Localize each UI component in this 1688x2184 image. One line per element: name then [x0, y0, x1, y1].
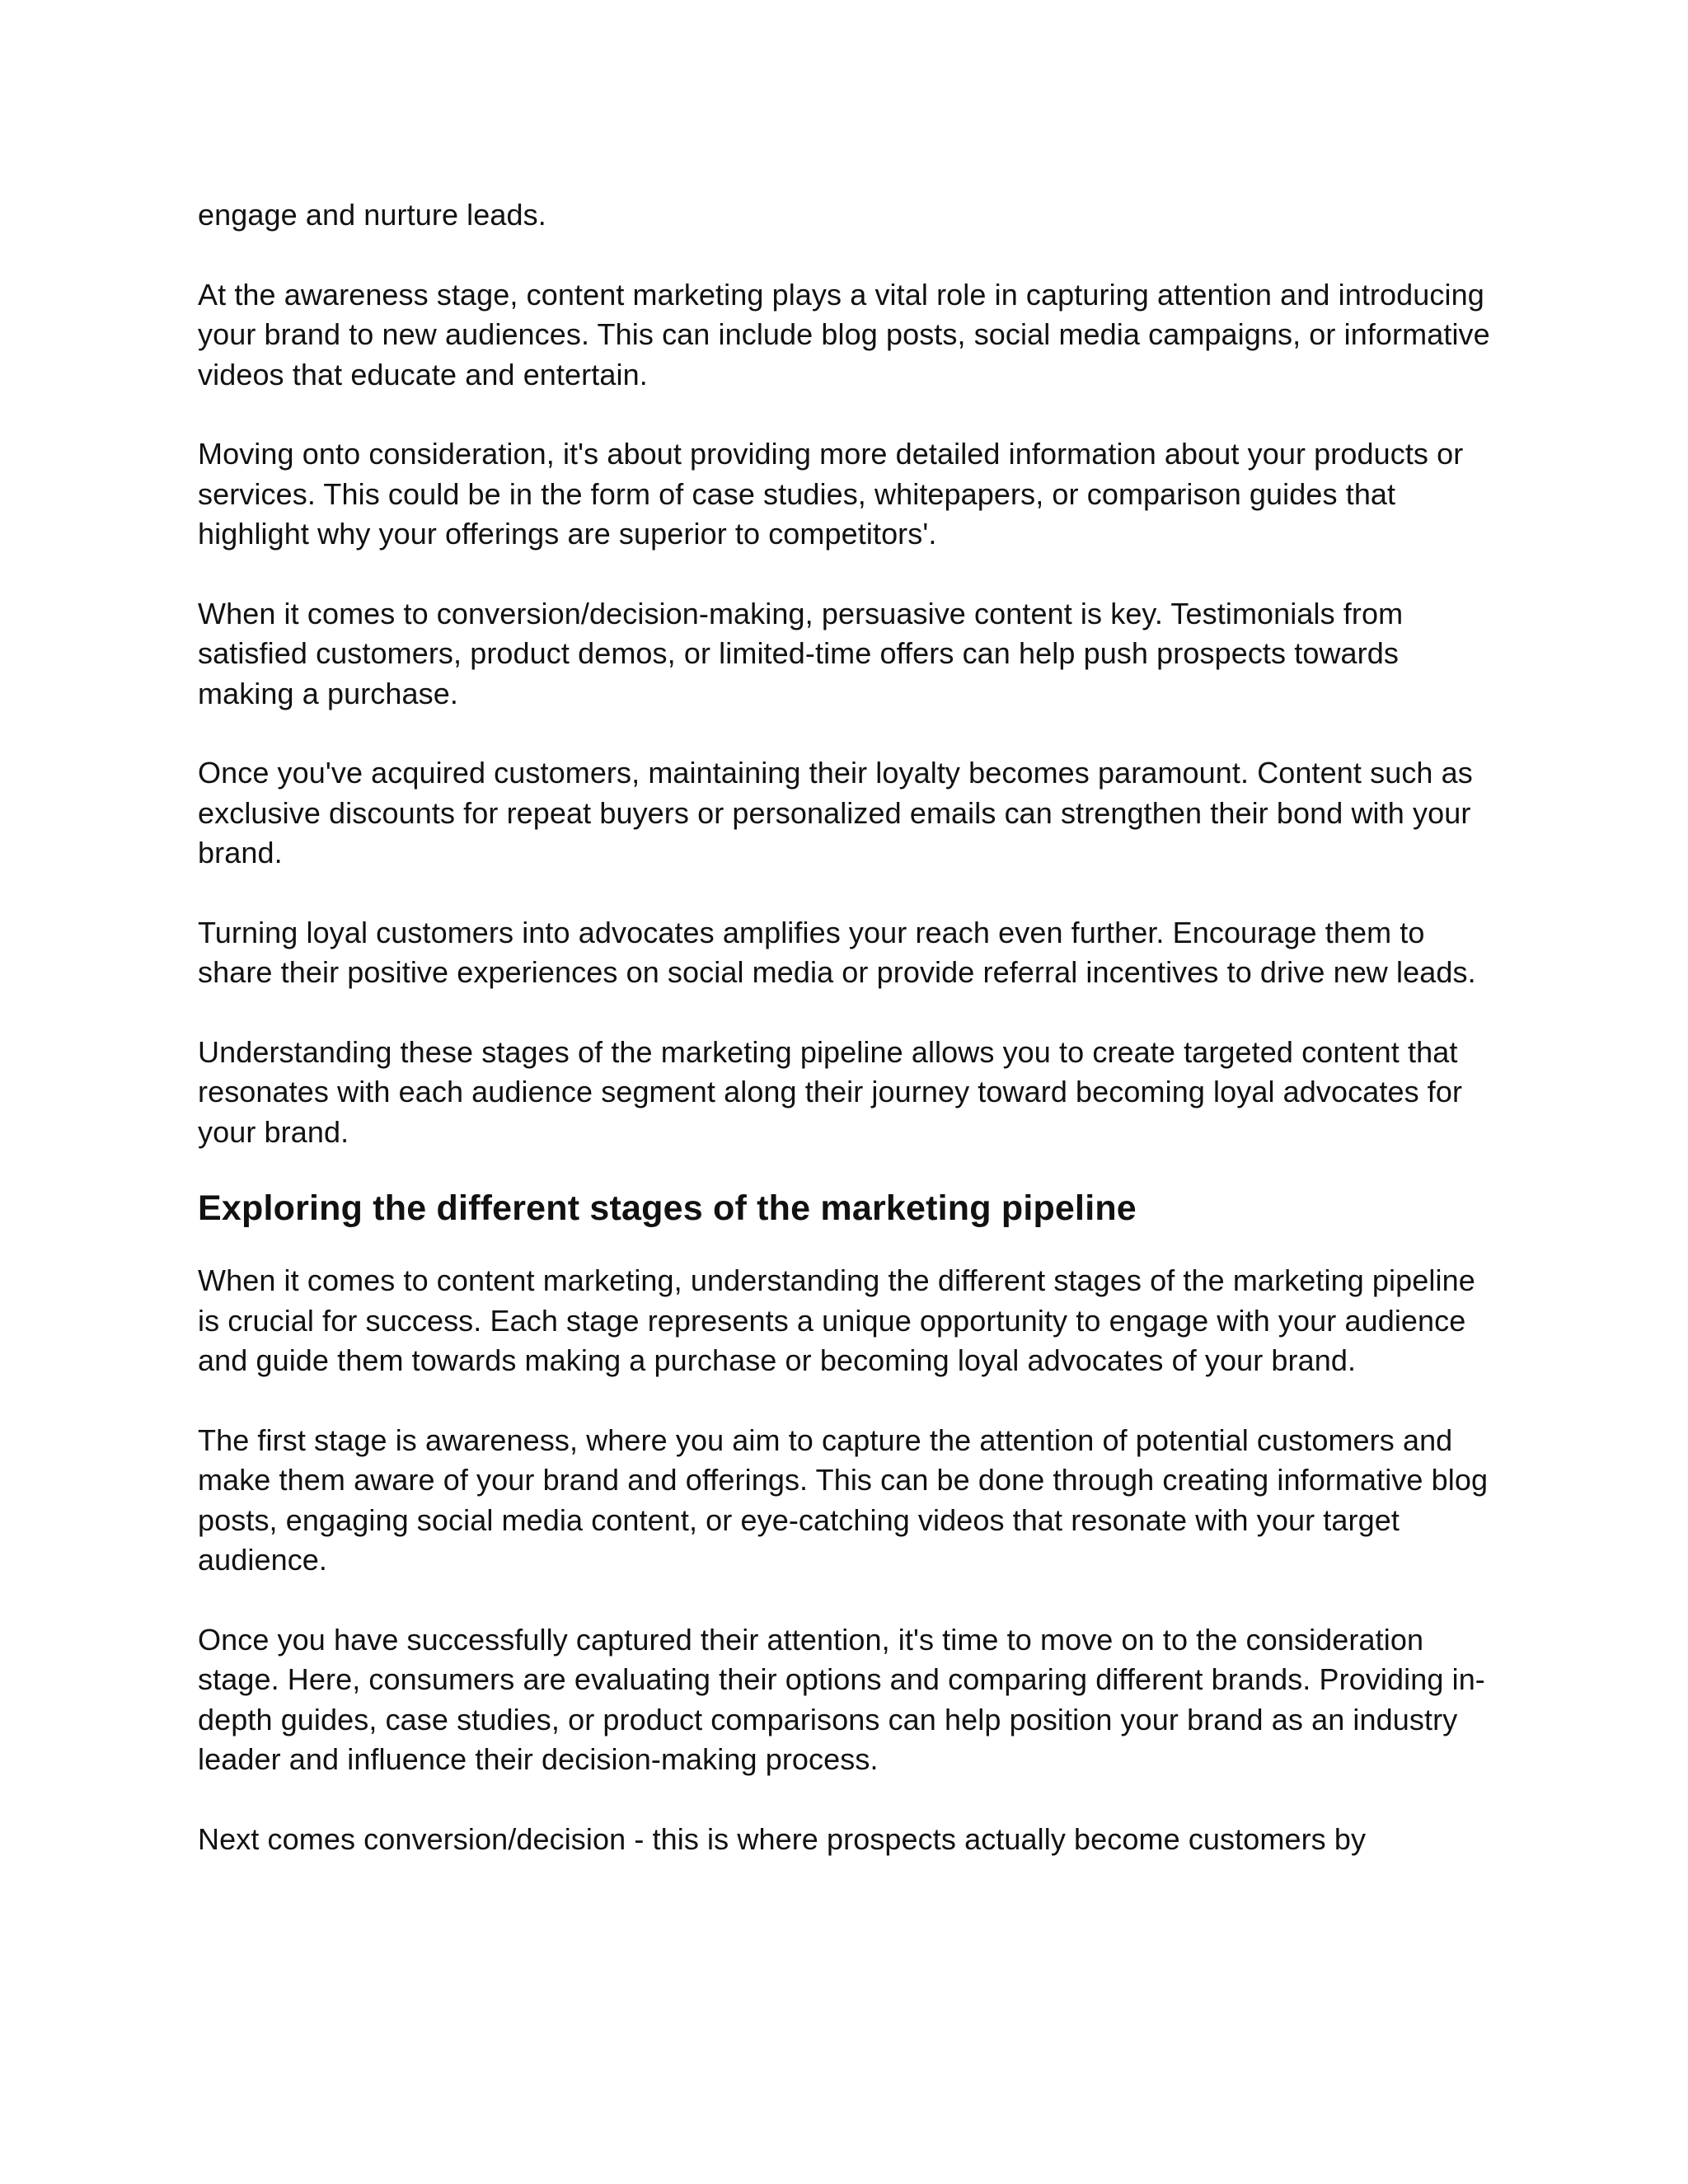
paragraph: Turning loyal customers into advocates amplifies your reach even further. Encourage them to share their positive experiences on social media or provide referral incentives to drive new leads. — [198, 915, 1476, 989]
paragraph: When it comes to content marketing, understanding the different stages of the marketing pipeline is crucial for success. Each stage represents a unique opportunity to engage with your audience and guide them towards making a purchase or becoming loyal advocates of your brand. — [198, 1263, 1475, 1377]
paragraph: Moving onto consideration, it's about providing more detailed information about your products or services. This could be in the form of case studies, whitepapers, or comparison guides that highlight why your offerings are superior to competitors'. — [198, 437, 1464, 551]
paragraph: Understanding these stages of the marketing pipeline allows you to create targeted content that resonates with each audience segment along their journey toward becoming loyal advocates for your brand. — [198, 1034, 1463, 1149]
paragraph: When it comes to conversion/decision-making, persuasive content is key. Testimonials from satisfied customers, product demos, or limited-time offers can help push prospects towards making a purchase. — [198, 596, 1404, 710]
paragraph: engage and nurture leads. — [198, 198, 546, 232]
section-heading: Exploring the different stages of the marketing pipeline — [198, 1188, 1137, 1228]
document-body — [198, 195, 1492, 1859]
paragraph: Once you've acquired customers, maintaining their loyalty becomes paramount. Content such as exclusive discounts for repeat buyers or personalized emails can strengthen their bond with your brand. — [198, 756, 1473, 869]
paragraph: At the awareness stage, content marketing plays a vital role in capturing attention and introducing your brand to new audiences. This can include blog posts, social media campaigns, or informative videos that educate and entertain. — [198, 277, 1490, 391]
paragraph: Next comes conversion/decision - this is where prospects actually become customers by — [198, 1821, 1367, 1856]
paragraph: The first stage is awareness, where you aim to capture the attention of potential customers and make them aware of your brand and offerings. This can be done through creating informative blog posts, engaging social media content, or eye-catching videos that resonate with your target audience. — [198, 1422, 1489, 1577]
paragraph: Once you have successfully captured their attention, it's time to move on to the consideration stage. Here, consumers are evaluating their options and comparing different brands. Providing in-depth guides, case studies, or product comparisons can help position your brand as an industry leader and influence their decision-making process. — [198, 1622, 1485, 1776]
